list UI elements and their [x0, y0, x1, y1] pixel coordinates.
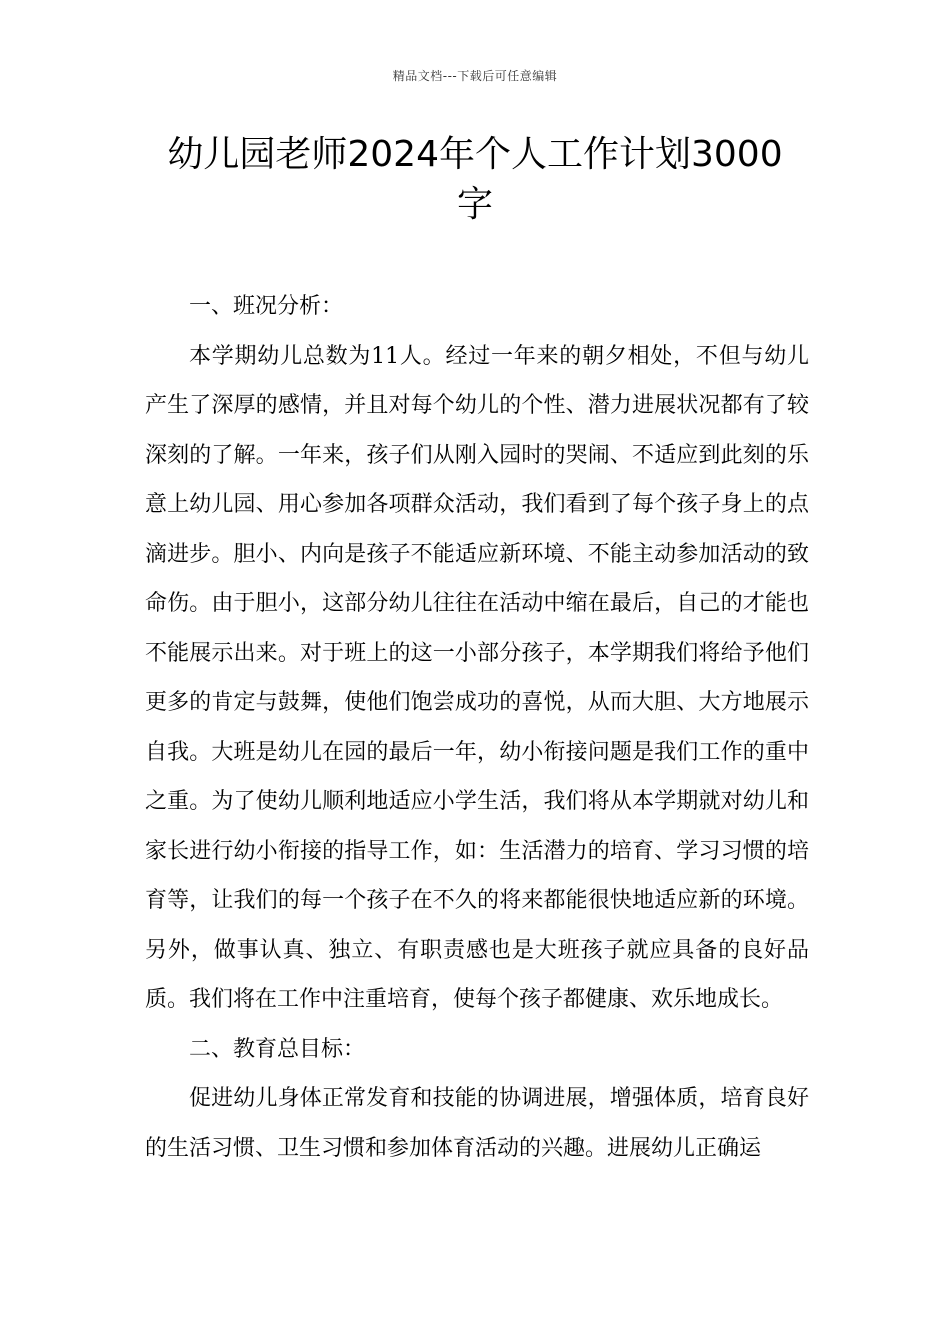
header-note: 精品文档---下载后可任意编辑 — [392, 69, 558, 83]
document-title: 幼儿园老师2024年个人工作计划3000字 — [167, 134, 783, 225]
document-body — [145, 282, 809, 1173]
section-heading-education-goals: 二、教育总目标： — [189, 1036, 366, 1062]
paragraph-class-analysis: 本学期幼儿总数为11人。经过一年来的朝夕相处，不但与幼儿产生了深厚的感情，并且对每个幼儿的个性、潜力进展状况都有了较深刻的了解。一年来，孩子们从刚入园时的哭闹、不适应到此刻的乐意上幼儿园、用心参加各项群众活动，我们看到了每个孩子身上的点滴进步。胆小、内向是孩子不能适应新环境、不能主动参加活动的致命伤。由于胆小，这部分幼儿往往在活动中缩在最后，自己的才能也不能展示出来。对于班上的这一小部分孩子，本学期我们将给予他们更多的肯定与鼓舞，使他们饱尝成功的喜悦，从而大胆、大方地展示自我。大班是幼儿在园的最后一年，幼小衔接问题是我们工作的重中之重。为了使幼儿顺利地适应小学生活，我们将从本学期就对幼儿和家长进行幼小衔接的指导工作，如：生活潜力的培育、学习习惯的培育等，让我们的每一个孩子在不久的将来都能很快地适应新的环境。另外，做事认真、独立、有职责感也是大班孩子就应具备的良好品质。我们将在工作中注重培育，使每个孩子都健康、欢乐地成长。 — [145, 343, 809, 1012]
section-heading-class-analysis: 一、班况分析： — [189, 294, 344, 319]
paragraph-education-goals: 促进幼儿身体正常发育和技能的协调进展，增强体质，培育良好的生活习惯、卫生习惯和参加体育活动的兴趣。进展幼儿正确运 — [145, 1086, 809, 1161]
